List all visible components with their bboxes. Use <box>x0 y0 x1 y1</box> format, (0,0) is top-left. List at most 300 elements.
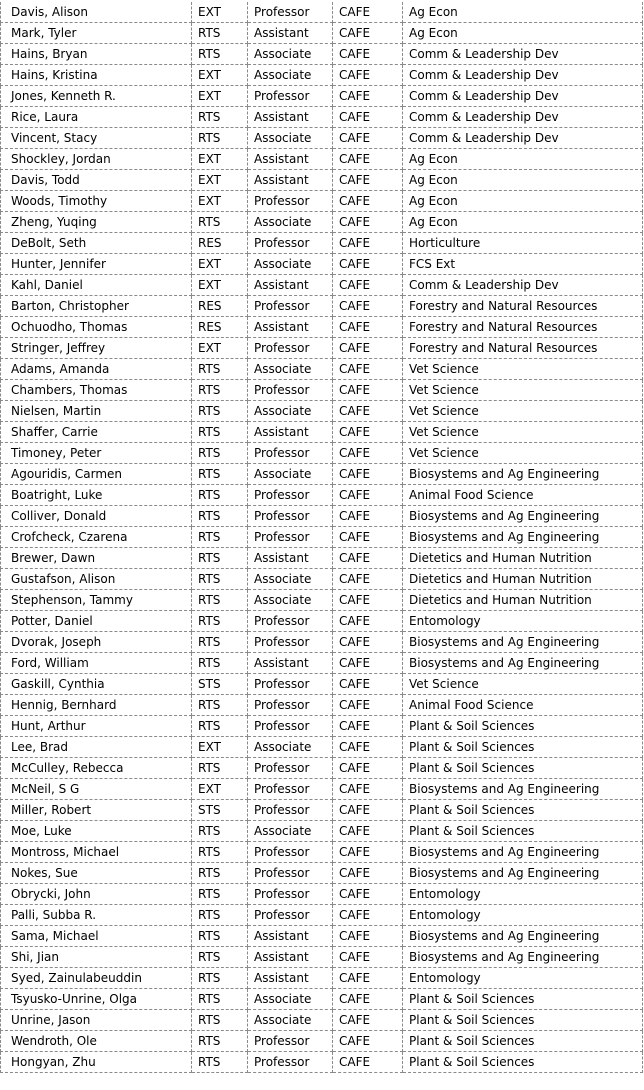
department-cell: Comm & Leadership Dev <box>403 128 643 149</box>
department-cell: Entomology <box>403 611 643 632</box>
table-row <box>1 1052 643 1073</box>
table-row <box>1 695 643 716</box>
rank-cell: Professor <box>248 905 333 926</box>
rank-cell: Professor <box>248 1052 333 1073</box>
name-cell: Davis, Todd <box>1 170 192 191</box>
department-cell: Biosystems and Ag Engineering <box>403 653 643 674</box>
department-cell: Animal Food Science <box>403 485 643 506</box>
department-cell: Biosystems and Ag Engineering <box>403 863 643 884</box>
college-cell: CAFE <box>333 254 403 275</box>
name-cell: Shaffer, Carrie <box>1 422 192 443</box>
table-row <box>1 380 643 401</box>
college-cell: CAFE <box>333 800 403 821</box>
appointment-cell: RTS <box>192 989 248 1010</box>
college-cell: CAFE <box>333 779 403 800</box>
rank-cell: Assistant <box>248 23 333 44</box>
rank-cell: Associate <box>248 569 333 590</box>
department-cell: Entomology <box>403 905 643 926</box>
rank-cell: Assistant <box>248 317 333 338</box>
name-cell: Syed, Zainulabeuddin <box>1 968 192 989</box>
college-cell: CAFE <box>333 23 403 44</box>
table-row <box>1 737 643 758</box>
rank-cell: Assistant <box>248 653 333 674</box>
appointment-cell: RTS <box>192 842 248 863</box>
department-cell: Comm & Leadership Dev <box>403 86 643 107</box>
name-cell: Montross, Michael <box>1 842 192 863</box>
college-cell: CAFE <box>333 968 403 989</box>
rank-cell: Professor <box>248 506 333 527</box>
college-cell: CAFE <box>333 674 403 695</box>
table-row <box>1 947 643 968</box>
name-cell: McNeil, S G <box>1 779 192 800</box>
college-cell: CAFE <box>333 884 403 905</box>
appointment-cell: RTS <box>192 548 248 569</box>
table-row <box>1 485 643 506</box>
rank-cell: Professor <box>248 842 333 863</box>
appointment-cell: STS <box>192 800 248 821</box>
table-row <box>1 758 643 779</box>
name-cell: Miller, Robert <box>1 800 192 821</box>
department-cell: Vet Science <box>403 422 643 443</box>
department-cell: Biosystems and Ag Engineering <box>403 527 643 548</box>
table-row <box>1 884 643 905</box>
name-cell: Sama, Michael <box>1 926 192 947</box>
rank-cell: Professor <box>248 695 333 716</box>
department-cell: Comm & Leadership Dev <box>403 107 643 128</box>
college-cell: CAFE <box>333 653 403 674</box>
faculty-table-body <box>1 2 643 1073</box>
department-cell: Vet Science <box>403 380 643 401</box>
appointment-cell: RTS <box>192 968 248 989</box>
appointment-cell: RTS <box>192 758 248 779</box>
rank-cell: Professor <box>248 527 333 548</box>
appointment-cell: RTS <box>192 485 248 506</box>
rank-cell: Professor <box>248 338 333 359</box>
college-cell: CAFE <box>333 317 403 338</box>
appointment-cell: RTS <box>192 590 248 611</box>
name-cell: Barton, Christopher <box>1 296 192 317</box>
appointment-cell: RTS <box>192 611 248 632</box>
rank-cell: Professor <box>248 380 333 401</box>
college-cell: CAFE <box>333 821 403 842</box>
name-cell: Hunter, Jennifer <box>1 254 192 275</box>
rank-cell: Professor <box>248 233 333 254</box>
table-row <box>1 611 643 632</box>
department-cell: Forestry and Natural Resources <box>403 338 643 359</box>
department-cell: Plant & Soil Sciences <box>403 716 643 737</box>
appointment-cell: EXT <box>192 254 248 275</box>
rank-cell: Assistant <box>248 968 333 989</box>
table-row <box>1 317 643 338</box>
college-cell: CAFE <box>333 380 403 401</box>
name-cell: Zheng, Yuqing <box>1 212 192 233</box>
college-cell: CAFE <box>333 2 403 23</box>
rank-cell: Professor <box>248 86 333 107</box>
table-row <box>1 800 643 821</box>
department-cell: Biosystems and Ag Engineering <box>403 947 643 968</box>
appointment-cell: RTS <box>192 1010 248 1031</box>
college-cell: CAFE <box>333 842 403 863</box>
table-row <box>1 254 643 275</box>
department-cell: Entomology <box>403 884 643 905</box>
department-cell: Ag Econ <box>403 149 643 170</box>
department-cell: Ag Econ <box>403 212 643 233</box>
name-cell: Wendroth, Ole <box>1 1031 192 1052</box>
department-cell: Plant & Soil Sciences <box>403 989 643 1010</box>
appointment-cell: RTS <box>192 44 248 65</box>
rank-cell: Professor <box>248 443 333 464</box>
rank-cell: Associate <box>248 65 333 86</box>
name-cell: Chambers, Thomas <box>1 380 192 401</box>
appointment-cell: RTS <box>192 527 248 548</box>
college-cell: CAFE <box>333 695 403 716</box>
table-row <box>1 821 643 842</box>
college-cell: CAFE <box>333 716 403 737</box>
appointment-cell: RTS <box>192 1031 248 1052</box>
table-row <box>1 905 643 926</box>
appointment-cell: RTS <box>192 926 248 947</box>
rank-cell: Professor <box>248 611 333 632</box>
department-cell: Biosystems and Ag Engineering <box>403 926 643 947</box>
college-cell: CAFE <box>333 422 403 443</box>
table-row <box>1 422 643 443</box>
rank-cell: Assistant <box>248 170 333 191</box>
department-cell: Plant & Soil Sciences <box>403 1010 643 1031</box>
department-cell: Biosystems and Ag Engineering <box>403 779 643 800</box>
appointment-cell: RTS <box>192 653 248 674</box>
college-cell: CAFE <box>333 107 403 128</box>
appointment-cell: RTS <box>192 506 248 527</box>
appointment-cell: EXT <box>192 86 248 107</box>
college-cell: CAFE <box>333 758 403 779</box>
rank-cell: Professor <box>248 863 333 884</box>
name-cell: Hennig, Bernhard <box>1 695 192 716</box>
department-cell: Plant & Soil Sciences <box>403 1031 643 1052</box>
rank-cell: Associate <box>248 212 333 233</box>
college-cell: CAFE <box>333 233 403 254</box>
appointment-cell: RTS <box>192 1052 248 1073</box>
faculty-table <box>0 2 643 1073</box>
rank-cell: Associate <box>248 1010 333 1031</box>
appointment-cell: RES <box>192 233 248 254</box>
department-cell: Plant & Soil Sciences <box>403 800 643 821</box>
table-row <box>1 128 643 149</box>
appointment-cell: RTS <box>192 884 248 905</box>
table-row <box>1 338 643 359</box>
name-cell: Stringer, Jeffrey <box>1 338 192 359</box>
department-cell: Comm & Leadership Dev <box>403 275 643 296</box>
rank-cell: Associate <box>248 128 333 149</box>
college-cell: CAFE <box>333 1010 403 1031</box>
department-cell: Ag Econ <box>403 191 643 212</box>
appointment-cell: RTS <box>192 380 248 401</box>
department-cell: Animal Food Science <box>403 695 643 716</box>
table-row <box>1 632 643 653</box>
college-cell: CAFE <box>333 527 403 548</box>
rank-cell: Associate <box>248 590 333 611</box>
name-cell: Mark, Tyler <box>1 23 192 44</box>
department-cell: Horticulture <box>403 233 643 254</box>
name-cell: Nielsen, Martin <box>1 401 192 422</box>
name-cell: Kahl, Daniel <box>1 275 192 296</box>
appointment-cell: RTS <box>192 128 248 149</box>
college-cell: CAFE <box>333 863 403 884</box>
rank-cell: Assistant <box>248 947 333 968</box>
name-cell: Gustafson, Alison <box>1 569 192 590</box>
table-row <box>1 107 643 128</box>
college-cell: CAFE <box>333 737 403 758</box>
appointment-cell: RTS <box>192 464 248 485</box>
appointment-cell: RTS <box>192 422 248 443</box>
name-cell: Vincent, Stacy <box>1 128 192 149</box>
table-row <box>1 674 643 695</box>
name-cell: Timoney, Peter <box>1 443 192 464</box>
name-cell: Hains, Kristina <box>1 65 192 86</box>
rank-cell: Professor <box>248 632 333 653</box>
rank-cell: Assistant <box>248 548 333 569</box>
department-cell: Dietetics and Human Nutrition <box>403 569 643 590</box>
name-cell: Davis, Alison <box>1 2 192 23</box>
table-row <box>1 590 643 611</box>
department-cell: Ag Econ <box>403 2 643 23</box>
name-cell: Agouridis, Carmen <box>1 464 192 485</box>
table-row <box>1 464 643 485</box>
department-cell: Vet Science <box>403 401 643 422</box>
name-cell: Obrycki, John <box>1 884 192 905</box>
name-cell: Tsyusko-Unrine, Olga <box>1 989 192 1010</box>
rank-cell: Associate <box>248 401 333 422</box>
appointment-cell: RTS <box>192 443 248 464</box>
appointment-cell: EXT <box>192 65 248 86</box>
name-cell: Colliver, Donald <box>1 506 192 527</box>
name-cell: Shockley, Jordan <box>1 149 192 170</box>
department-cell: Biosystems and Ag Engineering <box>403 632 643 653</box>
department-cell: Biosystems and Ag Engineering <box>403 842 643 863</box>
college-cell: CAFE <box>333 149 403 170</box>
college-cell: CAFE <box>333 989 403 1010</box>
college-cell: CAFE <box>333 212 403 233</box>
name-cell: Palli, Subba R. <box>1 905 192 926</box>
table-row <box>1 1031 643 1052</box>
rank-cell: Assistant <box>248 926 333 947</box>
name-cell: Lee, Brad <box>1 737 192 758</box>
department-cell: Comm & Leadership Dev <box>403 44 643 65</box>
department-cell: Forestry and Natural Resources <box>403 296 643 317</box>
appointment-cell: EXT <box>192 170 248 191</box>
college-cell: CAFE <box>333 401 403 422</box>
college-cell: CAFE <box>333 275 403 296</box>
appointment-cell: RTS <box>192 716 248 737</box>
table-row <box>1 170 643 191</box>
table-row <box>1 275 643 296</box>
department-cell: Forestry and Natural Resources <box>403 317 643 338</box>
table-row <box>1 191 643 212</box>
department-cell: Vet Science <box>403 674 643 695</box>
rank-cell: Professor <box>248 674 333 695</box>
department-cell: Biosystems and Ag Engineering <box>403 464 643 485</box>
rank-cell: Associate <box>248 989 333 1010</box>
appointment-cell: RTS <box>192 821 248 842</box>
rank-cell: Professor <box>248 485 333 506</box>
rank-cell: Professor <box>248 191 333 212</box>
name-cell: Hongyan, Zhu <box>1 1052 192 1073</box>
table-row <box>1 989 643 1010</box>
table-row <box>1 842 643 863</box>
department-cell: Dietetics and Human Nutrition <box>403 590 643 611</box>
department-cell: Dietetics and Human Nutrition <box>403 548 643 569</box>
college-cell: CAFE <box>333 191 403 212</box>
college-cell: CAFE <box>333 359 403 380</box>
department-cell: Vet Science <box>403 359 643 380</box>
name-cell: Potter, Daniel <box>1 611 192 632</box>
rank-cell: Assistant <box>248 149 333 170</box>
table-row <box>1 653 643 674</box>
name-cell: Woods, Timothy <box>1 191 192 212</box>
name-cell: Ford, William <box>1 653 192 674</box>
name-cell: Shi, Jian <box>1 947 192 968</box>
appointment-cell: RTS <box>192 23 248 44</box>
name-cell: Nokes, Sue <box>1 863 192 884</box>
table-row <box>1 926 643 947</box>
name-cell: Hains, Bryan <box>1 44 192 65</box>
name-cell: Moe, Luke <box>1 821 192 842</box>
college-cell: CAFE <box>333 548 403 569</box>
college-cell: CAFE <box>333 170 403 191</box>
name-cell: Rice, Laura <box>1 107 192 128</box>
appointment-cell: EXT <box>192 2 248 23</box>
rank-cell: Professor <box>248 296 333 317</box>
appointment-cell: RTS <box>192 212 248 233</box>
name-cell: Hunt, Arthur <box>1 716 192 737</box>
appointment-cell: RTS <box>192 569 248 590</box>
name-cell: Stephenson, Tammy <box>1 590 192 611</box>
college-cell: CAFE <box>333 464 403 485</box>
table-row <box>1 716 643 737</box>
name-cell: DeBolt, Seth <box>1 233 192 254</box>
college-cell: CAFE <box>333 65 403 86</box>
name-cell: McCulley, Rebecca <box>1 758 192 779</box>
rank-cell: Professor <box>248 716 333 737</box>
college-cell: CAFE <box>333 86 403 107</box>
appointment-cell: RTS <box>192 107 248 128</box>
department-cell: Plant & Soil Sciences <box>403 821 643 842</box>
college-cell: CAFE <box>333 632 403 653</box>
table-row <box>1 443 643 464</box>
rank-cell: Professor <box>248 800 333 821</box>
appointment-cell: EXT <box>192 338 248 359</box>
appointment-cell: EXT <box>192 275 248 296</box>
college-cell: CAFE <box>333 569 403 590</box>
appointment-cell: RTS <box>192 359 248 380</box>
department-cell: Vet Science <box>403 443 643 464</box>
name-cell: Brewer, Dawn <box>1 548 192 569</box>
table-row <box>1 569 643 590</box>
department-cell: Biosystems and Ag Engineering <box>403 506 643 527</box>
table-row <box>1 401 643 422</box>
appointment-cell: EXT <box>192 737 248 758</box>
table-row <box>1 296 643 317</box>
appointment-cell: EXT <box>192 149 248 170</box>
rank-cell: Associate <box>248 44 333 65</box>
name-cell: Jones, Kenneth R. <box>1 86 192 107</box>
table-row <box>1 968 643 989</box>
name-cell: Gaskill, Cynthia <box>1 674 192 695</box>
table-row <box>1 149 643 170</box>
table-row <box>1 863 643 884</box>
rank-cell: Associate <box>248 359 333 380</box>
rank-cell: Associate <box>248 464 333 485</box>
rank-cell: Associate <box>248 821 333 842</box>
table-row <box>1 1010 643 1031</box>
college-cell: CAFE <box>333 611 403 632</box>
appointment-cell: RTS <box>192 632 248 653</box>
college-cell: CAFE <box>333 1031 403 1052</box>
college-cell: CAFE <box>333 443 403 464</box>
department-cell: Plant & Soil Sciences <box>403 737 643 758</box>
appointment-cell: RTS <box>192 905 248 926</box>
name-cell: Ochuodho, Thomas <box>1 317 192 338</box>
rank-cell: Assistant <box>248 275 333 296</box>
appointment-cell: RES <box>192 296 248 317</box>
table-row <box>1 2 643 23</box>
college-cell: CAFE <box>333 296 403 317</box>
table-row <box>1 86 643 107</box>
appointment-cell: EXT <box>192 191 248 212</box>
appointment-cell: RTS <box>192 863 248 884</box>
table-row <box>1 506 643 527</box>
table-row <box>1 23 643 44</box>
table-row <box>1 548 643 569</box>
appointment-cell: RTS <box>192 401 248 422</box>
appointment-cell: STS <box>192 674 248 695</box>
appointment-cell: RES <box>192 317 248 338</box>
rank-cell: Professor <box>248 2 333 23</box>
appointment-cell: RTS <box>192 947 248 968</box>
rank-cell: Assistant <box>248 107 333 128</box>
college-cell: CAFE <box>333 905 403 926</box>
rank-cell: Professor <box>248 884 333 905</box>
college-cell: CAFE <box>333 44 403 65</box>
name-cell: Boatright, Luke <box>1 485 192 506</box>
rank-cell: Associate <box>248 254 333 275</box>
college-cell: CAFE <box>333 926 403 947</box>
appointment-cell: EXT <box>192 779 248 800</box>
college-cell: CAFE <box>333 506 403 527</box>
department-cell: Ag Econ <box>403 170 643 191</box>
table-row <box>1 527 643 548</box>
department-cell: FCS Ext <box>403 254 643 275</box>
department-cell: Ag Econ <box>403 23 643 44</box>
name-cell: Adams, Amanda <box>1 359 192 380</box>
department-cell: Entomology <box>403 968 643 989</box>
college-cell: CAFE <box>333 485 403 506</box>
rank-cell: Associate <box>248 737 333 758</box>
table-row <box>1 44 643 65</box>
rank-cell: Professor <box>248 1031 333 1052</box>
department-cell: Plant & Soil Sciences <box>403 1052 643 1073</box>
college-cell: CAFE <box>333 590 403 611</box>
name-cell: Unrine, Jason <box>1 1010 192 1031</box>
rank-cell: Assistant <box>248 422 333 443</box>
college-cell: CAFE <box>333 128 403 149</box>
rank-cell: Professor <box>248 758 333 779</box>
name-cell: Dvorak, Joseph <box>1 632 192 653</box>
table-row <box>1 359 643 380</box>
rank-cell: Professor <box>248 779 333 800</box>
table-row <box>1 65 643 86</box>
department-cell: Plant & Soil Sciences <box>403 758 643 779</box>
table-row <box>1 233 643 254</box>
